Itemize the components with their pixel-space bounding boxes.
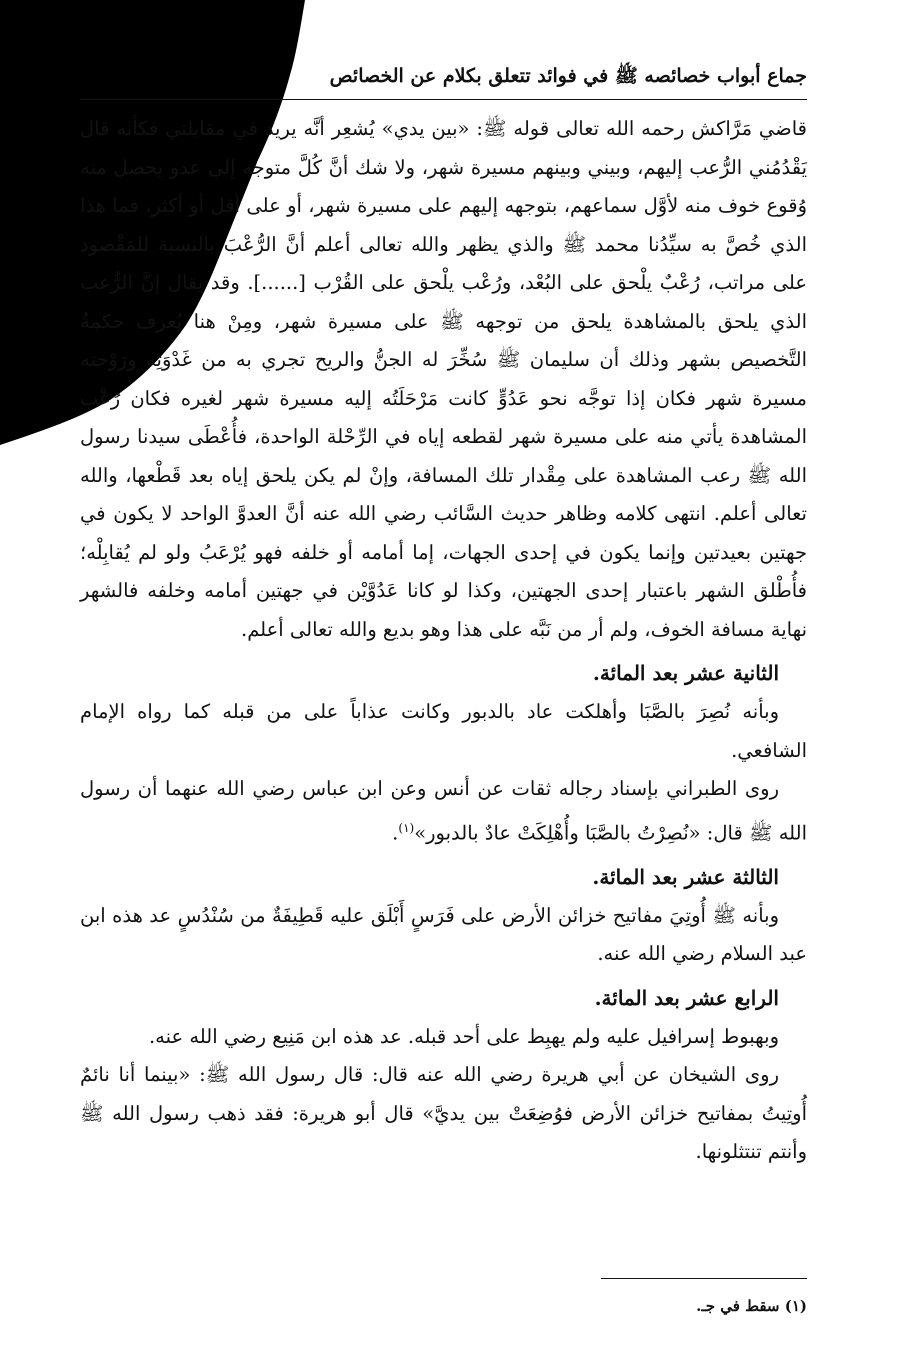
- hadith-112-end: .: [392, 821, 399, 844]
- heading-section-112: الثانية عشر بعد المائة.: [592, 661, 779, 685]
- heading-section-114: الرابع عشر بعد المائة.: [594, 985, 779, 1010]
- footnote: (١) سقط في جـ.: [696, 1297, 807, 1315]
- paragraph-section-114: وبهبوط إسرافيل عليه ولم يهبِط على أحد قبله. عد هذه ابن مَنِيع رضي الله عنه.: [148, 1024, 779, 1048]
- running-header: جماع أبواب خصائصه ﷺ في فوائد تتعلق بكلام عن الخصائص: [329, 65, 807, 87]
- hadith-112-text: روى الطبراني بإسناد رجاله ثقات عن أنس وعن ابن عباس رضي الله عنهما أن رسول الله ﷺ قال: «نُصِرْتُ بالصَّبَا وأُهْلِكَتْ عادٌ بالدبور»: [80, 777, 807, 844]
- paragraph-section-113: وبأنه ﷺ أُوتِيَ مفاتيح خزائن الأرض على فَرَسٍ أَبْلَق عليه قَطِيفَةٌ من سُنْدُسٍ عد هذه ابن عبد السلام رضي الله عنه.: [80, 903, 807, 965]
- paragraph-intro: قاضي مَرَّاكش رحمه الله تعالى قوله ﷺ: «بين يدي» يُشعِر أنَّه يريد في مقابلتي فكأنه قال يَقْدُمُني الرُّعب إليهم، وبيني وبينهم مسيرة شهر، ولا شك أنَّ كُلَّ متوجه إلى عدو يحصل منه وُقوع خوف منه لأوَّل سماعهم، بتوجهه إليهم على مسيرة شهر، أو على أقل أو أكثر، فما هذا الذي خُصَّ به سيِّدُنا محمد ﷺ والذي يظهر والله تعالى أعلم أنَّ الرُّعْبَ بالنسبة للمَقْصود على مراتب، رُعْبٌ يلْحق على البُعْد، ورُعْب يلْحق على القُرْب [......]. وقد يقال إنَّ الرُّعب الذي يلحق بالمشاهدة يلحق من توجهه ﷺ على مسيرة شهر، ومِنْ هنا يُعرف حكمةُ التَّخصيص بشهر وذلك أن سليمان ﷺ سُخِّرَ له الجنُّ والريح تجري به من غَدْوَتِه ورَوْحته مسيرة شهر فكان إذا توجَّه نحو عَدُوٍّ كانت مَرْحَلَتُه إليه مسيرة شهر لغيره فكان رُعْب المشاهدة يأتي منه على مسيرة شهر لقطعه إياه في الرِّحْلة الواحدة، فأُعْطَى سيدنا رسول الله ﷺ رعب المشاهدة على مِقْدار تلك المسافة، وإنْ لم يكن يلحق إياه بعد قَطْعها، والله تعالى أعلم. انتهى كلامه وظاهر حديث السَّائب رضي الله عنه أنَّ العدوَّ الواحد لا يكون في جهتين بعيدتين وإنما يكون في إحدى الجهات، إما أمامه أو خلفه فهو يُرْعَبُ ولو لم يُقابِلْه؛ فأُطْلق الشهر باعتبار إحدى الجهتين، وكذا لو كانا عَدُوَّيْن في جهتين أمامه وخلفه فالشهر نهاية مسافة الخوف، ولم أر من نَبَّه على هذا وهو بديع والله تعالى أعلم.: [80, 117, 807, 641]
- footnote-marker[interactable]: (١): [398, 820, 415, 835]
- heading-section-113: الثالثة عشر بعد المائة.: [592, 864, 779, 889]
- hadith-section-112: [80, 770, 807, 853]
- footnote-rule: [601, 1278, 807, 1279]
- paragraph-section-112: وبأنه نُصِرَ بالصَّبَا وأهلكت عاد بالدبور وكانت عذاباً على من قبله كما رواه الإمام الشافعي.: [80, 700, 807, 762]
- hadith-section-114: روى الشيخان عن أبي هريرة رضي الله عنه قال: قال رسول الله ﷺ: «بينما أنا نائمٌ أُوتِيتُ بمفاتيح خزائن الأرض فوُضِعَتْ بين يديَّ» قال أبو هريرة: فقد ذهب رسول الله ﷺ وأنتم تنتثلونها.: [80, 1063, 807, 1163]
- header-rule: [80, 99, 807, 100]
- main-text: [80, 110, 807, 1172]
